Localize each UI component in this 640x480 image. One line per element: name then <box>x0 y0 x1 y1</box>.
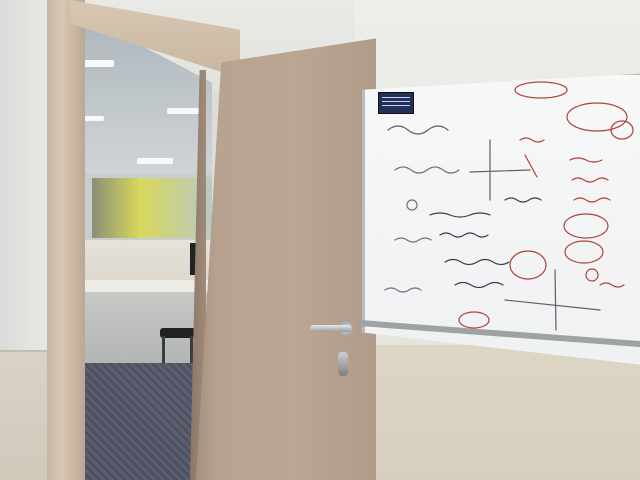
scribble-axes <box>505 270 600 330</box>
scribble-line <box>388 126 448 134</box>
scribble-line <box>570 158 602 162</box>
scribble-line <box>572 178 608 182</box>
scribble-line <box>440 233 488 237</box>
scribble-circle <box>407 200 417 210</box>
scribble-ellipse <box>611 121 633 139</box>
scribble-ellipse <box>515 82 567 98</box>
scribble-line <box>525 155 537 177</box>
scribble-line <box>455 283 503 288</box>
scribble-axes <box>470 140 530 200</box>
scribble-ellipse <box>459 312 489 328</box>
scribble-ellipse <box>567 103 627 131</box>
scribble-line <box>505 198 541 202</box>
scribble-ellipse <box>510 251 546 279</box>
scribble-circle <box>586 269 598 281</box>
scribble-line <box>445 260 509 265</box>
scribble-line <box>395 167 459 173</box>
scribble-line <box>385 288 421 292</box>
scribble-ellipse <box>564 214 608 238</box>
scribble-line <box>395 238 431 242</box>
scribble-ellipse <box>565 241 603 263</box>
scribble-line <box>430 213 490 217</box>
scribble-line <box>600 283 624 287</box>
scribble-line <box>574 198 610 202</box>
scribble-line <box>520 138 544 142</box>
